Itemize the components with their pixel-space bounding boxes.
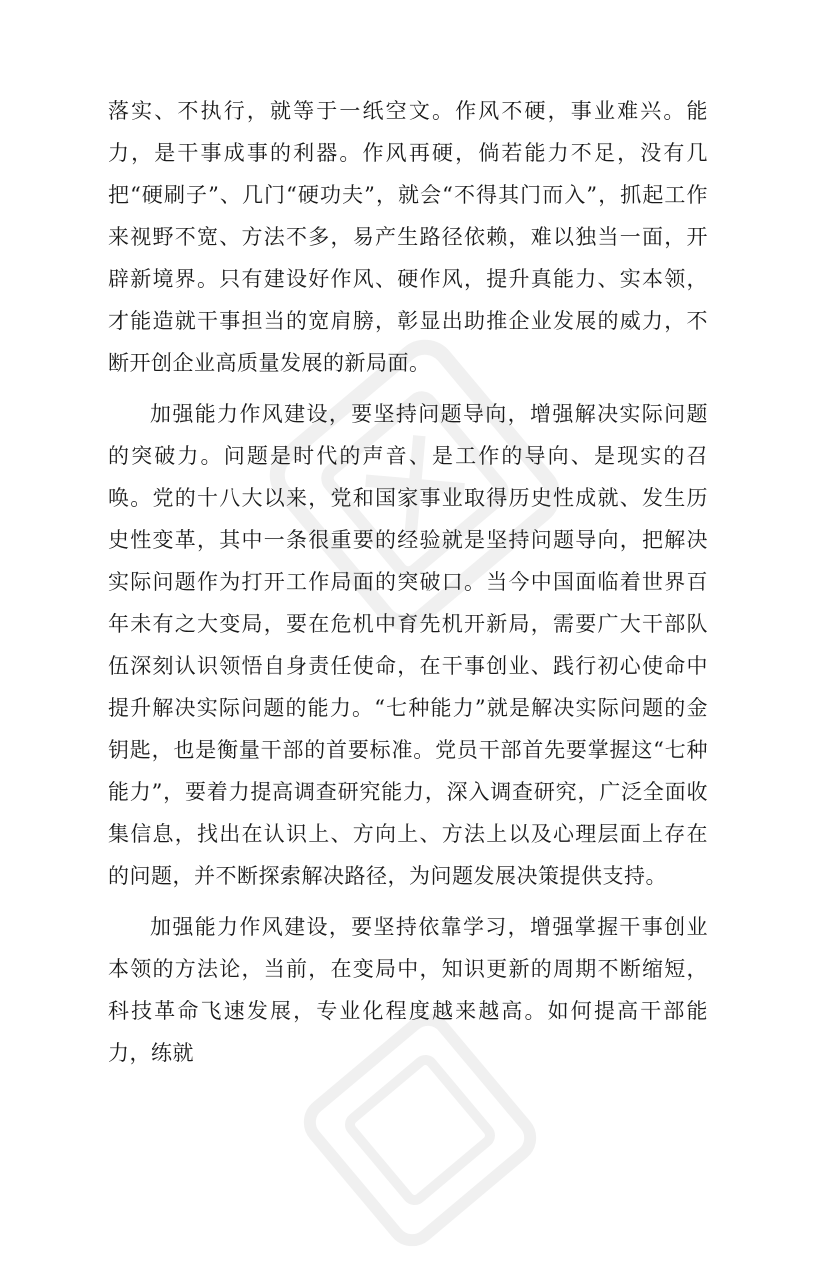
document-body [108, 90, 708, 1083]
paragraph: 落实、不执行，就等于一纸空文。作风不硬，事业难兴。能力，是干事成事的利器。作风再硬，倘若能力不足，没有几把“硬刷子”、几门“硬功夫”，就会“不得其门而入”，抓起工作来视野不宽、方法不多，易产生路径依赖，难以独当一面，开辟新境界。只有建设好作风、硬作风，提升真能力、实本领，才能造就干事担当的宽肩膀，彰显出助推企业发展的威力，不断开创企业高质量发展的新局面。 [108, 99, 708, 375]
paragraph: 加强能力作风建设，要坚持依靠学习，增强掌握干事创业本领的方法论，当前，在变局中，知识更新的周期不断缩短，科技革命飞速发展，专业化程度越来越高。如何提高干部能力，练就 [108, 915, 708, 1065]
paragraph: 加强能力作风建设，要坚持问题导向，增强解决实际问题的突破力。问题是时代的声音、是工作的导向、是现实的召唤。党的十八大以来，党和国家事业取得历史性成就、发生历史性变革，其中一条很重要的经验就是坚持问题导向，把解决实际问题作为打开工作局面的突破口。当今中国面临着世界百年未有之大变局，要在危机中育先机开新局，需要广大干部队伍深刻认识领悟自身责任使命，在干事创业、践行初心使命中提升解决实际问题的能力。“七种能力”就是解决实际问题的金钥匙，也是衡量干部的首要标准。党员干部首先要掌握这“七种能力”，要着力提高调查研究能力，深入调查研究，广泛全面收集信息，找出在认识上、方向上、方法上以及心理层面上存在的问题，并不断探索解决路径，为问题发展决策提供支持。 [108, 402, 708, 888]
